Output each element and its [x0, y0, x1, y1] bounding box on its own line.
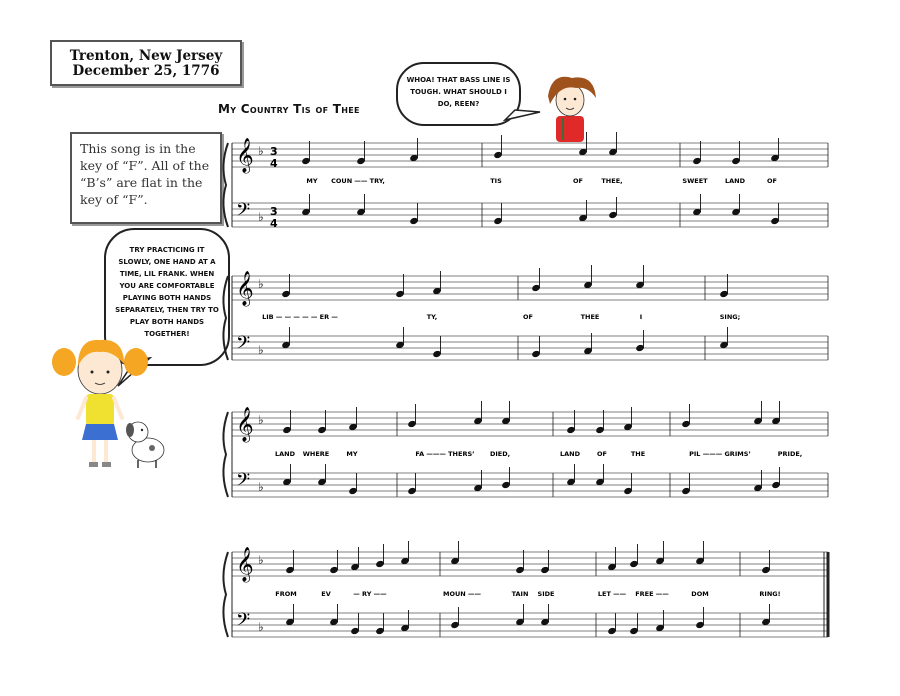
key-signature-flat: ♭ — [258, 413, 264, 427]
key-signature-flat: ♭ — [258, 144, 264, 158]
dog-illustration — [126, 422, 164, 468]
music-system — [223, 401, 828, 497]
key-signature-flat: ♭ — [258, 277, 264, 291]
lyric-syllable: lib — — — — — er — — [262, 313, 338, 321]
lyric-syllable: moun —— — [443, 590, 481, 598]
time-signature-bottom: 4 — [270, 217, 278, 230]
boy-illustration — [548, 77, 596, 142]
time-signature-bottom: 4 — [270, 157, 278, 170]
lyric-syllable: pil ——— grims’ — [689, 450, 751, 458]
music-system — [223, 265, 828, 360]
lyric-syllable: ring! — [759, 590, 781, 598]
brace — [223, 552, 228, 637]
lyric-syllable: of — [573, 177, 583, 185]
sheet-music — [223, 132, 828, 637]
lyric-syllable: I — [639, 313, 643, 321]
lyric-syllable: of — [597, 450, 607, 458]
lyric-syllable: fa ——— thers’ — [415, 450, 475, 458]
key-signature-flat: ♭ — [258, 553, 264, 567]
key-signature-flat: ♭ — [258, 620, 264, 634]
time-signature-top: 3 — [270, 205, 278, 218]
brace — [223, 276, 228, 360]
lyric-syllable: side — [537, 590, 555, 598]
lyric-syllable: of — [523, 313, 533, 321]
key-signature-flat: ♭ — [258, 210, 264, 224]
key-signature-flat: ♭ — [258, 343, 264, 357]
lyric-syllable: Land — [274, 450, 296, 458]
lyric-syllable: thee, — [601, 177, 623, 185]
lyric-syllable: of — [767, 177, 777, 185]
bass-clef: 𝄢 — [236, 610, 251, 635]
lyric-syllable: sing; — [719, 313, 741, 321]
speech-bubble-girl: TRY PRACTICING IT SLOWLY, ONE HAND AT A TIME, LIL FRANK. WHEN YOU ARE COMFORTABLE PLAYING BOTH HANDS SEPARATELY, THEN TRY TO PLAY BOTH HANDS TOGETHER! — [104, 228, 230, 366]
key-note-box: This song is in the key of “F”. All of the “B’s” are flat in the key of “F”. — [70, 132, 222, 224]
bass-clef: 𝄢 — [236, 333, 251, 358]
lyric-syllable: From — [275, 590, 297, 598]
time-signature-top: 3 — [270, 145, 278, 158]
lyric-syllable: coun —— try, — [331, 177, 385, 185]
lyric-syllable: ty, — [426, 313, 438, 321]
bass-clef: 𝄢 — [236, 200, 251, 225]
lyric-syllable: thee — [580, 313, 600, 321]
speech-bubble-boy: WHOA! THAT BASS LINE IS TOUGH. WHAT SHOULD I DO, REEN? — [396, 62, 521, 126]
lyric-syllable: sweet — [682, 177, 708, 185]
date-line: December 25, 1776 — [72, 63, 220, 79]
lyric-syllable: pride, — [777, 450, 803, 458]
lyric-syllable: let —— — [597, 590, 627, 598]
lyric-syllable: dom — [691, 590, 709, 598]
location-line: Trenton, New Jersey — [69, 48, 223, 64]
key-signature-flat: ♭ — [258, 480, 264, 494]
lyric-syllable: My — [306, 177, 318, 185]
brace — [223, 143, 228, 227]
music-system — [223, 541, 828, 637]
lyric-syllable: — ry —— — [353, 590, 387, 598]
brace — [223, 412, 228, 497]
treble-clef: 𝄞 — [236, 547, 254, 582]
lyric-syllable: free —— — [635, 590, 669, 598]
lyric-syllable: Land — [559, 450, 581, 458]
lyric-syllable: tis — [490, 177, 502, 185]
treble-clef: 𝄞 — [236, 138, 254, 173]
lyric-syllable: where — [302, 450, 330, 458]
song-title: My Country Tis of Thee — [218, 102, 360, 116]
treble-clef: 𝄞 — [236, 271, 254, 306]
treble-clef: 𝄞 — [236, 407, 254, 442]
lyric-syllable: tain — [511, 590, 529, 598]
lyric-syllable: land — [724, 177, 746, 185]
bass-clef: 𝄢 — [236, 470, 251, 495]
lyric-syllable: ev — [321, 590, 331, 598]
music-system — [223, 132, 828, 230]
lyric-syllable: my — [346, 450, 358, 458]
lyric-syllable: died, — [489, 450, 511, 458]
lyric-syllable: the — [630, 450, 646, 458]
